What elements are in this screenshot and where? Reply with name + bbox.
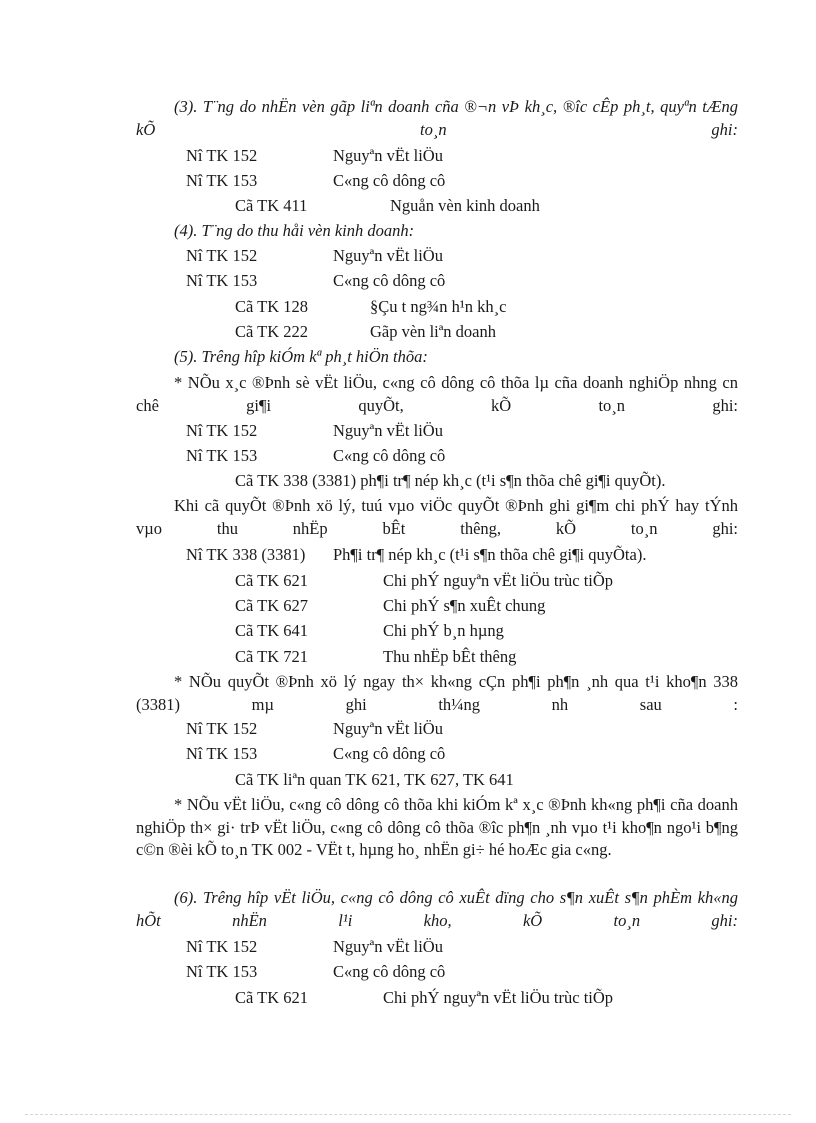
entry-description: Nguyªn vËt liÖu [333,146,443,165]
entry-description: §Çu t ng¾n h¹n kh¸c [370,297,507,316]
paragraph: * NÕu vËt liÖu, c«ng cô dông cô thõa khi kiÓm kª x¸c ®Þnh kh«ng ph¶i cña doanh nghiÖp th× gi· trÞ vËt liÖu, c«ng cô dông cô thõa ®îc ph¶n ¸nh vµo t¹i kho¶n ngo¹i b¶ng c©n ®èi kÕ to¸n TK 002 - VËt t, hµng ho¸ nhËn gi÷ hé hoÆc gia c«ng. [136,795,738,859]
entry-account: Cã TK 128 [235,297,309,316]
entry-account: Nî TK 152 [186,246,258,265]
entry-description: Thu nhËp bÊt thêng [383,647,517,666]
entry-description: Nguyªn vËt liÖu [333,421,443,440]
entry-description: Nguån vèn kinh doanh [390,196,540,215]
entry-description: Nguyªn vËt liÖu [333,719,443,738]
entry-account: Cã TK 621 [235,988,309,1007]
entry-line: Cã TK 338 (3381) ph¶i tr¶ nép kh¸c (t¹i s¶n thõa chê gi¶i quyÕt). [235,471,666,490]
entry-description: Nguyªn vËt liÖu [333,937,443,956]
entry-description: Chi phÝ nguyªn vËt liÖu trùc tiÕp [383,988,614,1007]
entry-account: Nî TK 153 [186,171,258,190]
entry-account: Cã TK 411 [235,196,308,215]
entry-account: Nî TK 153 [186,446,258,465]
entry-description: Ph¶i tr¶ nép kh¸c (t¹i s¶n thõa chê gi¶i quyÕta). [333,545,647,564]
entry-account: Nî TK 152 [186,146,258,165]
entry-account: Cã TK 627 [235,596,309,615]
entry-description: Chi phÝ b¸n hµng [383,621,504,640]
page-bottom-divider [25,1114,791,1115]
section-4-heading: (4). T¨ng do thu håi vèn kinh doanh: [174,221,415,240]
entry-account: Nî TK 152 [186,937,258,956]
entry-account: Cã TK 222 [235,322,309,341]
section-3-heading: (3). T¨ng do nhËn vèn gãp liªn doanh cña ®¬n vÞ kh¸c, ®îc cÊp ph¸t, quyªn tÆng kÕ to¸n ghi: [136,97,738,139]
section-6-heading: (6). Trêng hîp vËt liÖu, c«ng cô dông cô xuÊt dïng cho s¶n xuÊt s¶n phÈm kh«ng hÕt nhËn l¹i kho, kÕ to¸n ghi: [136,888,738,930]
entry-description: C«ng cô dông cô [333,171,446,190]
entry-description: C«ng cô dông cô [333,744,446,763]
paragraph: * NÕu x¸c ®Þnh sè vËt liÖu, c«ng cô dông cô thõa lµ cña doanh nghiÖp nhng cn chê gi¶i quyÕt, kÕ to¸n ghi: [136,373,738,415]
entry-account: Nî TK 153 [186,271,258,290]
entry-account: Cã TK 721 [235,647,309,666]
entry-account: Nî TK 152 [186,719,258,738]
entry-account: Nî TK 153 [186,962,258,981]
entry-description: Nguyªn vËt liÖu [333,246,443,265]
entry-description: C«ng cô dông cô [333,271,446,290]
entry-account: Cã TK 621 [235,571,309,590]
entry-description: C«ng cô dông cô [333,962,446,981]
entry-description: C«ng cô dông cô [333,446,446,465]
paragraph: * NÕu quyÕt ®Þnh xö lý ngay th× kh«ng cÇn ph¶i ph¶n ¸nh qua t¹i kho¶n 338 (3381) mµ ghi th¼ng nh sau : [136,672,738,714]
paragraph: Khi cã quyÕt ®Þnh xö lý, tuú vµo viÖc quyÕt ®Þnh ghi gi¶m chi phÝ hay tÝnh vµo thu nhËp bÊt thêng, kÕ to¸n ghi: [136,496,738,538]
section-5-heading: (5). Trêng hîp kiÓm kª ph¸t hiÖn thõa: [174,347,428,366]
entry-account: Nî TK 153 [186,744,258,763]
entry-description: Chi phÝ nguyªn vËt liÖu trùc tiÕp [383,571,614,590]
entry-description: Chi phÝ s¶n xuÊt chung [383,596,546,615]
entry-account: Nî TK 338 (3381) [186,545,306,564]
entry-description: Gãp vèn liªn doanh [370,322,496,341]
entry-account: Cã TK 641 [235,621,309,640]
entry-line: Cã TK liªn quan TK 621, TK 627, TK 641 [235,770,514,789]
entry-account: Nî TK 152 [186,421,258,440]
